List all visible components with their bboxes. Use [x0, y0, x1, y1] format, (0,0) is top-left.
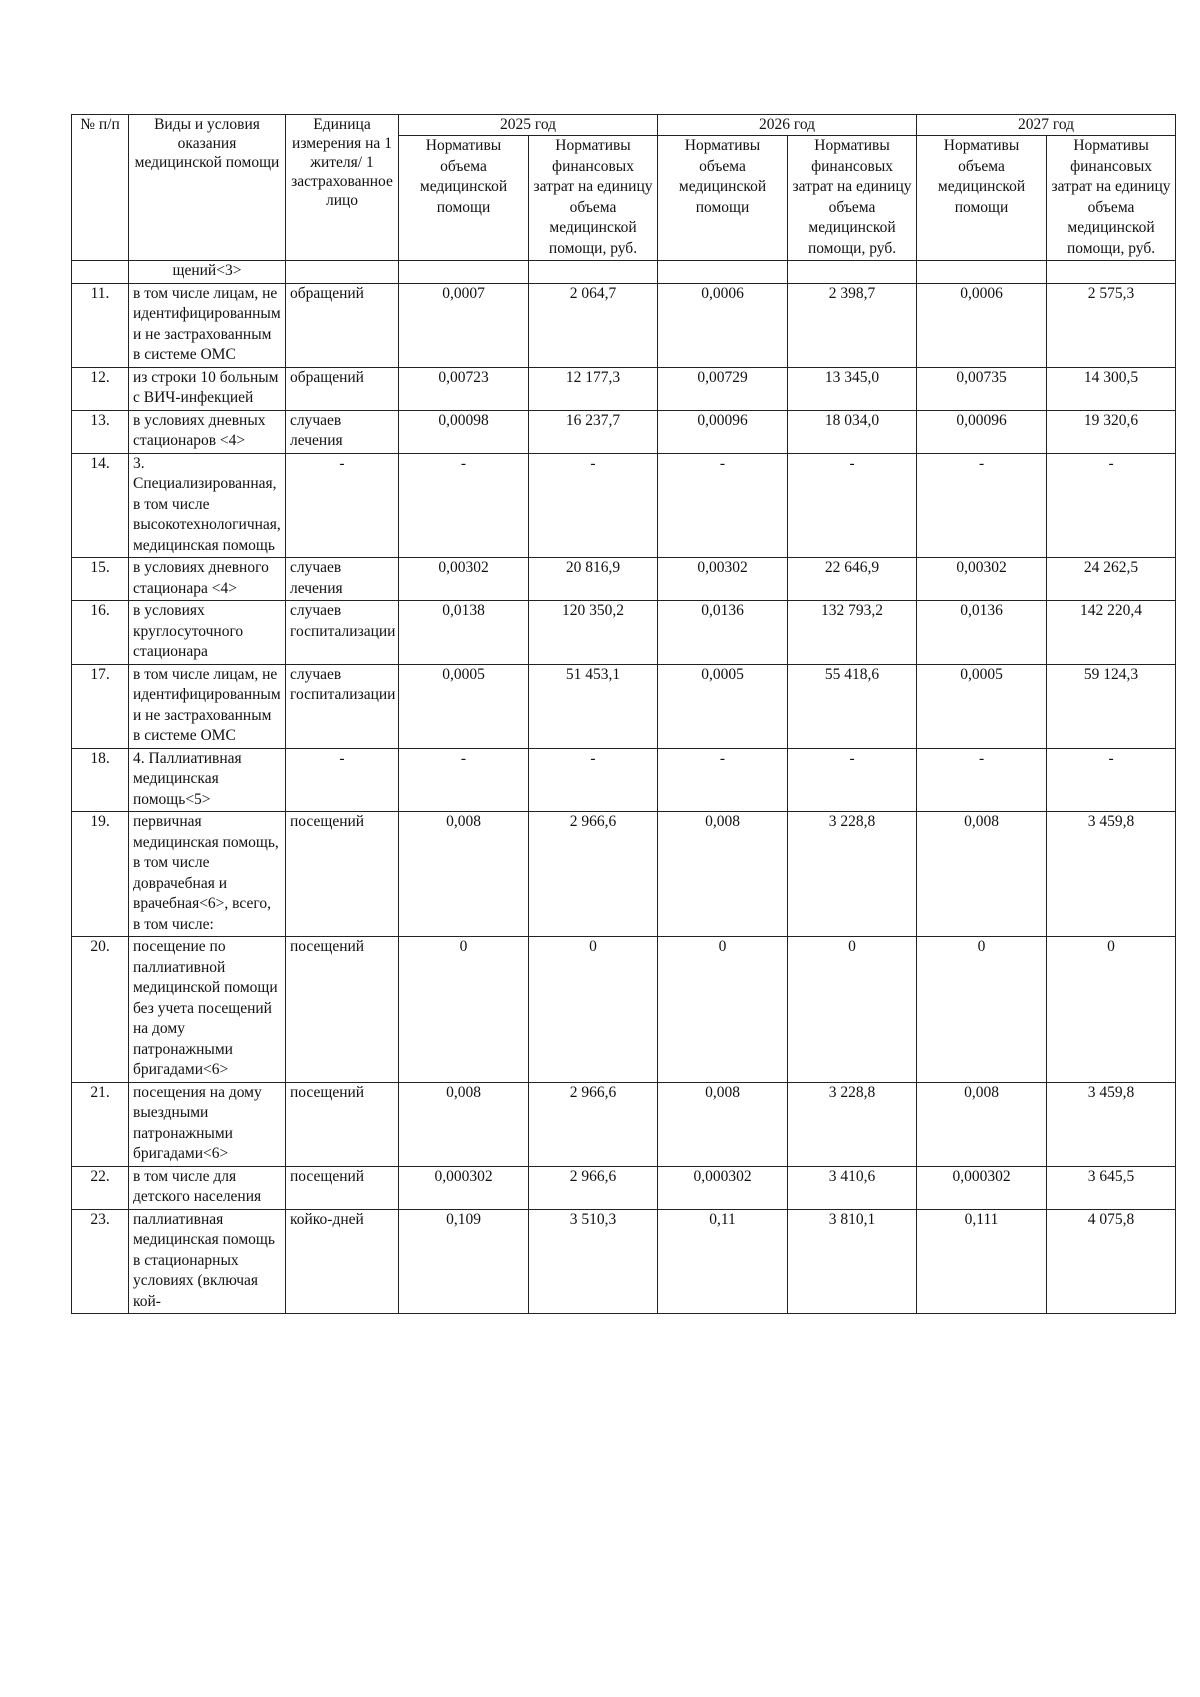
table-row: [72, 664, 1176, 748]
row-cost-2026: 3 810,1: [788, 1209, 917, 1314]
row-volume-2027: 0,00735: [917, 367, 1047, 410]
row-number: 13.: [72, 410, 129, 453]
row-cost-2026: 13 345,0: [788, 367, 917, 410]
table-row: [72, 410, 1176, 453]
table-row-continuation: [72, 261, 1176, 284]
row-cost-2025: 16 237,7: [529, 410, 658, 453]
row-volume-2027: -: [917, 453, 1047, 558]
row-volume-2025: 0,0005: [399, 664, 529, 748]
row-volume-2026: 0,0006: [658, 283, 788, 367]
row-number: 21.: [72, 1082, 129, 1166]
row-cost-2025: 3 510,3: [529, 1209, 658, 1314]
row-care-type: в условиях круглосуточного стационара: [129, 601, 286, 665]
row-cost-2025: 2 966,6: [529, 812, 658, 937]
row-volume-2026: 0,008: [658, 812, 788, 937]
row-number: 12.: [72, 367, 129, 410]
row-care-type: в том числе лицам, не идентифицированным и не застрахованным в системе ОМС: [129, 664, 286, 748]
row-volume-2026: 0,000302: [658, 1166, 788, 1209]
row-care-type: первичная медицинская помощь, в том числе доврачебная и врачебная<6>, всего, в том числе:: [129, 812, 286, 937]
row-cost-2025: 2 966,6: [529, 1082, 658, 1166]
row-cost-2025: -: [529, 453, 658, 558]
header-row-years: [72, 115, 1176, 136]
row-cost-2026: 22 646,9: [788, 558, 917, 601]
row-volume-2027: 0,008: [917, 812, 1047, 937]
row-volume-2027: 0,000302: [917, 1166, 1047, 1209]
row-volume-2025: 0,008: [399, 1082, 529, 1166]
row-number: 16.: [72, 601, 129, 665]
table-row: [72, 283, 1176, 367]
row-number: 22.: [72, 1166, 129, 1209]
row-volume-2027: 0,111: [917, 1209, 1047, 1314]
row-cost-2026: 132 793,2: [788, 601, 917, 665]
header-number: № п/п: [72, 115, 129, 261]
header-volume-2027: Нормативы объема медицинской помощи: [917, 136, 1047, 261]
row-volume-2026: -: [658, 453, 788, 558]
row-care-type: паллиативная медицинская помощь в стационарных условиях (включая кой-: [129, 1209, 286, 1314]
row-care-type: 4. Паллиативная медицинская помощь<5>: [129, 748, 286, 812]
row-cost-2027: -: [1047, 453, 1176, 558]
row-cost-2025: 2 064,7: [529, 283, 658, 367]
row-cost-2027: 2 575,3: [1047, 283, 1176, 367]
row-care-type: посещения на дому выездными патронажными бригадами<6>: [129, 1082, 286, 1166]
row-volume-2026: -: [658, 748, 788, 812]
standards-table: [71, 114, 1176, 1314]
row-number: 20.: [72, 937, 129, 1083]
table-row: [72, 367, 1176, 410]
row-volume-2025: 0,0138: [399, 601, 529, 665]
row-number: 23.: [72, 1209, 129, 1314]
row-care-type: в том числе для детского населения: [129, 1166, 286, 1209]
row-volume-2026: 0,00302: [658, 558, 788, 601]
row-cost-2027: 59 124,3: [1047, 664, 1176, 748]
row-cost-2026: 3 228,8: [788, 1082, 917, 1166]
table-row: [72, 453, 1176, 558]
row-cost-2026: 55 418,6: [788, 664, 917, 748]
row-care-type: посещение по паллиативной медицинской помощи без учета посещений на дому патронажными бригадами<6>: [129, 937, 286, 1083]
header-unit: Единица измерения на 1 жителя/ 1 застрахованное лицо: [286, 115, 399, 261]
row-unit: случаев лечения: [286, 410, 399, 453]
row-cost-2026: -: [788, 748, 917, 812]
table-body: [72, 261, 1176, 1314]
header-year-2025: 2025 год: [399, 115, 658, 136]
table-header: [72, 115, 1176, 261]
row-number: 19.: [72, 812, 129, 937]
header-year-2027: 2027 год: [917, 115, 1176, 136]
row-volume-2027: 0,0006: [917, 283, 1047, 367]
row-cost-2027: 0: [1047, 937, 1176, 1083]
row-volume-2025: 0,109: [399, 1209, 529, 1314]
table-row: [72, 601, 1176, 665]
row-volume-2027: 0: [917, 937, 1047, 1083]
continuation-text: щений<3>: [129, 261, 286, 284]
row-number: 18.: [72, 748, 129, 812]
row-unit: случаев госпитализации: [286, 601, 399, 665]
row-volume-2026: 0,11: [658, 1209, 788, 1314]
table-row: [72, 748, 1176, 812]
row-unit: случаев лечения: [286, 558, 399, 601]
row-volume-2027: 0,0136: [917, 601, 1047, 665]
row-volume-2027: -: [917, 748, 1047, 812]
row-care-type: 3. Специализированная, в том числе высокотехнологичная, медицинская помощь: [129, 453, 286, 558]
row-cost-2025: 51 453,1: [529, 664, 658, 748]
row-volume-2025: -: [399, 748, 529, 812]
row-cost-2027: -: [1047, 748, 1176, 812]
row-cost-2025: 2 966,6: [529, 1166, 658, 1209]
row-volume-2025: 0,008: [399, 812, 529, 937]
row-unit: посещений: [286, 937, 399, 1083]
row-number: 17.: [72, 664, 129, 748]
row-unit: посещений: [286, 812, 399, 937]
row-cost-2027: 4 075,8: [1047, 1209, 1176, 1314]
row-cost-2027: 3 459,8: [1047, 1082, 1176, 1166]
header-cost-2026: Нормативы финансовых затрат на единицу объема медицинской помощи, руб.: [788, 136, 917, 261]
row-volume-2027: 0,00096: [917, 410, 1047, 453]
row-volume-2025: 0,00723: [399, 367, 529, 410]
row-care-type: в том числе лицам, не идентифицированным и не застрахованным в системе ОМС: [129, 283, 286, 367]
table-row: [72, 558, 1176, 601]
table-row: [72, 812, 1176, 937]
row-care-type: из строки 10 больным с ВИЧ-инфекцией: [129, 367, 286, 410]
row-cost-2025: 0: [529, 937, 658, 1083]
row-cost-2025: -: [529, 748, 658, 812]
row-volume-2026: 0,00729: [658, 367, 788, 410]
row-volume-2026: 0: [658, 937, 788, 1083]
row-cost-2026: 3 410,6: [788, 1166, 917, 1209]
row-unit: -: [286, 748, 399, 812]
table-row: [72, 1166, 1176, 1209]
row-unit: обращений: [286, 367, 399, 410]
row-volume-2027: 0,0005: [917, 664, 1047, 748]
row-cost-2027: 14 300,5: [1047, 367, 1176, 410]
header-cost-2025: Нормативы финансовых затрат на единицу объема медицинской помощи, руб.: [529, 136, 658, 261]
header-care-type: Виды и условия оказания медицинской помощи: [129, 115, 286, 261]
row-care-type: в условиях дневных стационаров <4>: [129, 410, 286, 453]
row-unit: -: [286, 453, 399, 558]
row-care-type: в условиях дневного стационара <4>: [129, 558, 286, 601]
row-number: 14.: [72, 453, 129, 558]
row-cost-2026: 3 228,8: [788, 812, 917, 937]
row-cost-2027: 142 220,4: [1047, 601, 1176, 665]
row-number: 11.: [72, 283, 129, 367]
row-volume-2026: 0,008: [658, 1082, 788, 1166]
table-row: [72, 1082, 1176, 1166]
row-cost-2026: 18 034,0: [788, 410, 917, 453]
row-number: 15.: [72, 558, 129, 601]
header-volume-2026: Нормативы объема медицинской помощи: [658, 136, 788, 261]
header-volume-2025: Нормативы объема медицинской помощи: [399, 136, 529, 261]
row-cost-2025: 20 816,9: [529, 558, 658, 601]
row-volume-2025: 0,000302: [399, 1166, 529, 1209]
row-volume-2025: 0: [399, 937, 529, 1083]
row-unit: посещений: [286, 1166, 399, 1209]
row-cost-2026: -: [788, 453, 917, 558]
header-year-2026: 2026 год: [658, 115, 917, 136]
row-volume-2026: 0,0005: [658, 664, 788, 748]
row-unit: койко-дней: [286, 1209, 399, 1314]
row-volume-2025: -: [399, 453, 529, 558]
header-cost-2027: Нормативы финансовых затрат на единицу объема медицинской помощи, руб.: [1047, 136, 1176, 261]
row-volume-2026: 0,00096: [658, 410, 788, 453]
table-row: [72, 1209, 1176, 1314]
table-row: [72, 937, 1176, 1083]
row-unit: случаев госпитализации: [286, 664, 399, 748]
row-volume-2025: 0,00098: [399, 410, 529, 453]
row-cost-2026: 0: [788, 937, 917, 1083]
row-cost-2026: 2 398,7: [788, 283, 917, 367]
row-cost-2025: 120 350,2: [529, 601, 658, 665]
row-unit: посещений: [286, 1082, 399, 1166]
row-volume-2026: 0,0136: [658, 601, 788, 665]
row-cost-2027: 19 320,6: [1047, 410, 1176, 453]
row-volume-2027: 0,008: [917, 1082, 1047, 1166]
row-volume-2025: 0,00302: [399, 558, 529, 601]
row-cost-2025: 12 177,3: [529, 367, 658, 410]
row-volume-2027: 0,00302: [917, 558, 1047, 601]
row-unit: обращений: [286, 283, 399, 367]
row-volume-2025: 0,0007: [399, 283, 529, 367]
row-cost-2027: 3 459,8: [1047, 812, 1176, 937]
row-cost-2027: 24 262,5: [1047, 558, 1176, 601]
row-cost-2027: 3 645,5: [1047, 1166, 1176, 1209]
